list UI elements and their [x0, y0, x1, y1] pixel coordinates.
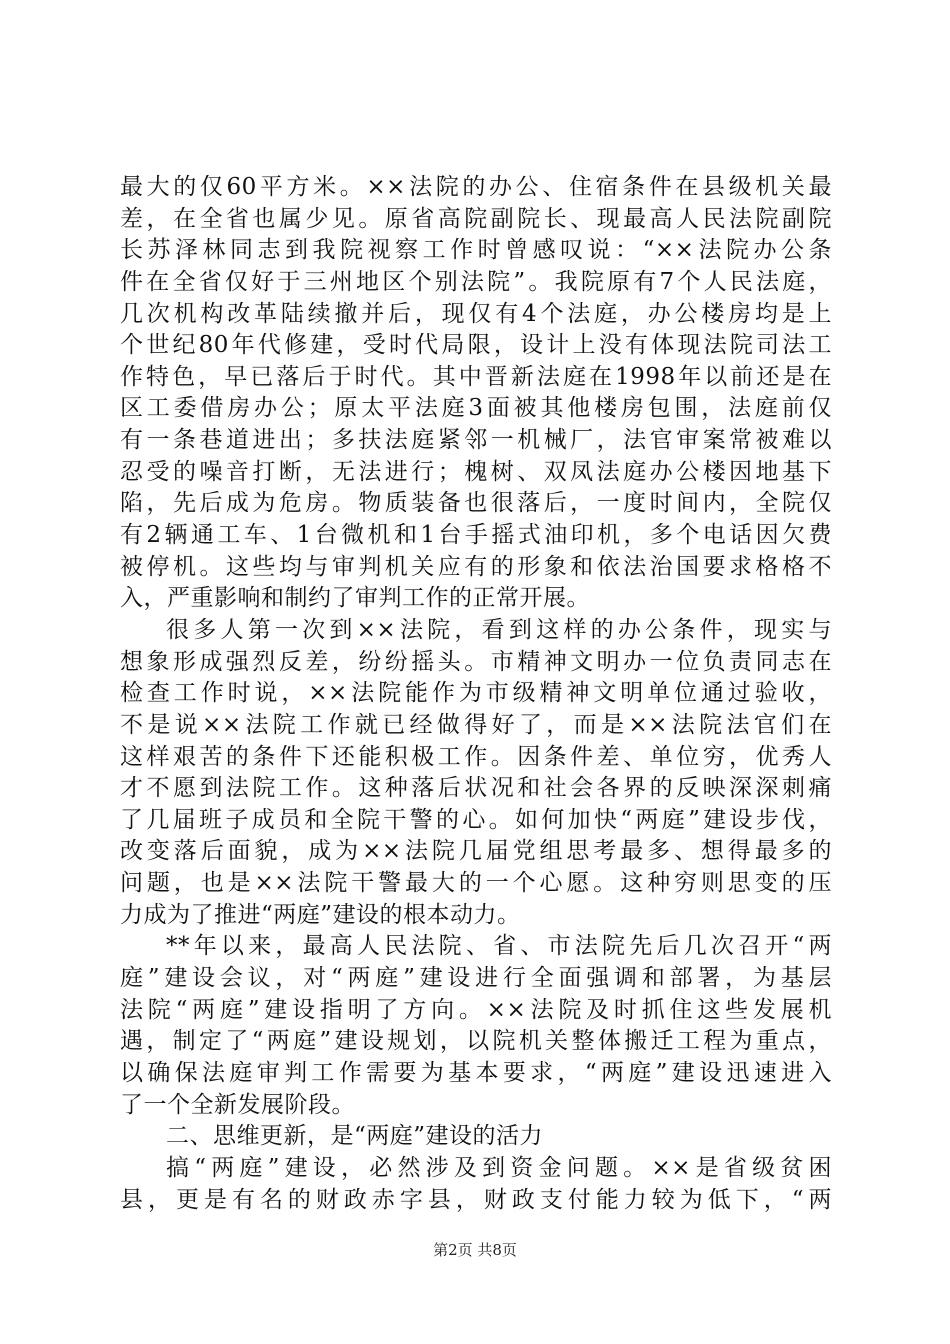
text-line: 差，在全省也属少见。原省高院副院长、现最高人民法院副院 [120, 205, 832, 232]
text-line: 了一个全新发展阶段。 [120, 1091, 355, 1118]
text-line: 庭”建设会议，对“两庭”建设进行全面强调和部署，为基层 [120, 965, 832, 992]
text-line: 几次机构改革陆续撤并后，现仅有4个法庭，办公楼房均是上 [120, 300, 832, 327]
text-line: 长苏泽林同志到我院视察工作时曾感叹说：“××法院办公条 [120, 237, 832, 264]
text-line: 忍受的噪音打断，无法进行；槐树、双凤法庭办公楼因地基下 [120, 458, 832, 485]
text-line: 个世纪80年代修建，受时代局限，设计上没有体现法院司法工 [120, 332, 832, 359]
text-line: 有2辆通工车、1台微机和1台手摇式油印机，多个电话因欠费 [120, 522, 832, 549]
text-line: 了几届班子成员和全院干警的心。如何加快“两庭”建设步伐， [120, 806, 832, 833]
text-line: 搞“两庭”建设，必然涉及到资金问题。××是省级贫困 [166, 1154, 832, 1181]
text-line: 区工委借房办公；原太平法庭3面被其他楼房包围，法庭前仅 [120, 395, 832, 422]
text-line: 件在全省仅好于三州地区个别法院”。我院原有7个人民法庭， [120, 268, 832, 295]
text-line: 遇，制定了“两庭”建设规划，以院机关整体搬迁工程为重点， [120, 1028, 832, 1055]
text-line: 力成为了推进“两庭”建设的根本动力。 [120, 901, 521, 928]
text-line: 入，严重影响和制约了审判工作的正常开展。 [120, 585, 590, 612]
text-line: 很多人第一次到××法院，看到这样的办公条件，现实与 [166, 616, 832, 643]
text-line: 作特色，早已落后于时代。其中晋新法庭在1998年以前还是在 [120, 363, 832, 390]
text-line: 最大的仅60平方米。××法院的办公、住宿条件在县级机关最 [120, 174, 832, 200]
text-line: 县，更是有名的财政赤字县，财政支付能力较为低下，“两 [120, 1186, 832, 1213]
text-line: 二、思维更新，是“两庭”建设的活力 [166, 1123, 544, 1150]
text-line: 想象形成强烈反差，纷纷摇头。市精神文明办一位负责同志在 [120, 648, 832, 675]
text-line: 以确保法庭审判工作需要为基本要求，“两庭”建设迅速进入 [120, 1059, 832, 1086]
text-line: 被停机。这些均与审判机关应有的形象和依法治国要求格格不 [120, 553, 832, 580]
text-line: **年以来，最高人民法院、省、市法院先后几次召开“两 [166, 933, 832, 960]
text-line: 改变落后面貌，成为××法院几届党组思考最多、想得最多的 [120, 838, 832, 865]
text-line: 问题，也是××法院干警最大的一个心愿。这种穷则思变的压 [120, 870, 832, 897]
text-line: 陷，先后成为危房。物质装备也很落后，一度时间内，全院仅 [120, 490, 832, 517]
text-line: 这样艰苦的条件下还能积极工作。因条件差、单位穷，优秀人 [120, 743, 832, 770]
text-line: 检查工作时说，××法院能作为市级精神文明单位通过验收， [120, 680, 832, 707]
page-footer: 第2页 共8页 [433, 1241, 517, 1259]
text-line: 才不愿到法院工作。这种落后状况和社会各界的反映深深刺痛 [120, 775, 832, 802]
text-line: 不是说××法院工作就已经做得好了，而是××法院法官们在 [120, 711, 832, 738]
body-text [120, 172, 832, 1216]
text-line: 有一条巷道进出；多扶法庭紧邻一机械厂，法官审案常被难以 [120, 427, 832, 454]
text-line: 法院“两庭”建设指明了方向。××法院及时抓住这些发展机 [120, 996, 832, 1023]
